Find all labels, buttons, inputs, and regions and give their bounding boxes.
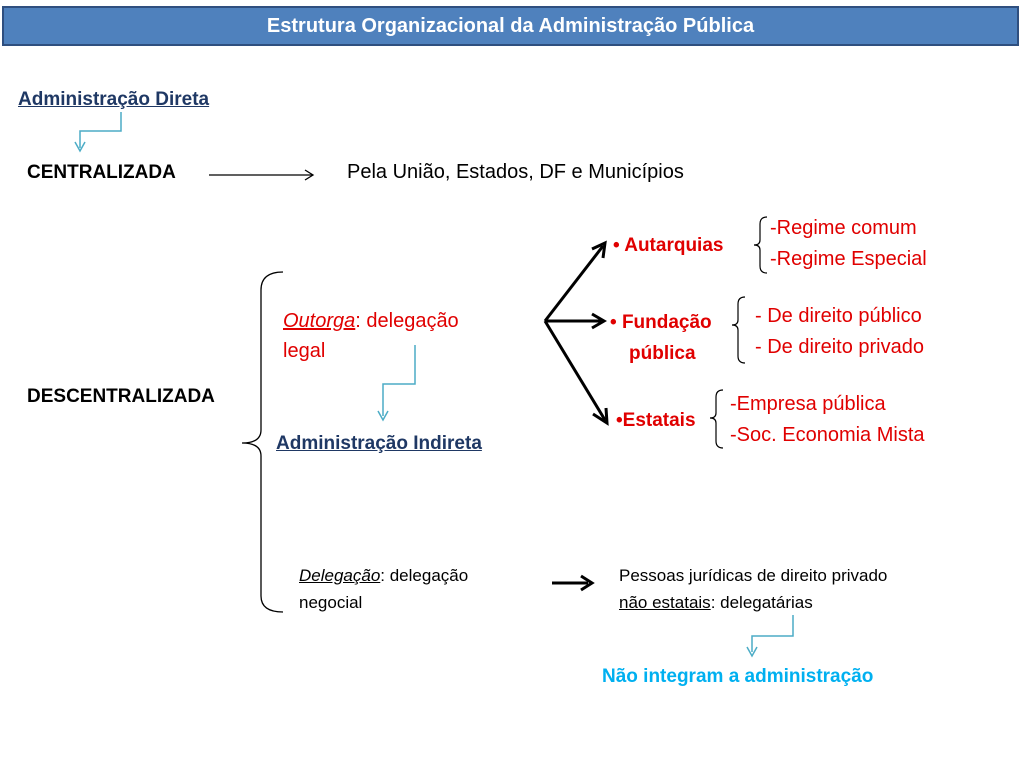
- delegatarias-text: [619, 562, 887, 616]
- centralizada-text: Pela União, Estados, DF e Municípios: [347, 161, 684, 183]
- delegatarias-line1: Pessoas jurídicas de direito privado: [619, 566, 888, 585]
- estatais-empresa-publica: -Empresa pública: [730, 393, 886, 415]
- direta-heading: Administração Direta: [18, 89, 210, 110]
- fundacao-direito-publico: - De direito público: [755, 305, 922, 327]
- delegatarias-connector: [752, 615, 793, 652]
- brace-autarquias: [754, 217, 767, 273]
- brace-estatais: [710, 390, 723, 448]
- descentralizada-label: DESCENTRALIZADA: [27, 386, 215, 407]
- fundacao-label-line1: Fundação: [621, 312, 712, 333]
- bullet: •: [613, 235, 620, 256]
- fundacao-label-line2: pública: [629, 343, 696, 364]
- autarquias-regime-comum: -Regime comum: [770, 217, 917, 239]
- autarquias-label: Autarquias: [624, 235, 724, 256]
- estatais-label: Estatais: [622, 410, 696, 431]
- delegatarias-line2-rest: : delegatárias: [710, 593, 813, 612]
- direta-connector: [80, 112, 121, 148]
- outorga-term: Outorga: [283, 310, 356, 332]
- bullet: •: [616, 410, 623, 431]
- autarquias-regime-especial: -Regime Especial: [770, 248, 927, 270]
- nao-estatais-term: não estatais: [619, 593, 711, 612]
- estatais-soc-economia-mista: -Soc. Economia Mista: [730, 424, 925, 446]
- nao-integram-text: Não integram a administração: [602, 666, 874, 687]
- bullet: •: [610, 312, 617, 333]
- centralizada-label: CENTRALIZADA: [27, 162, 176, 183]
- arrow-to-autarquias: [545, 246, 603, 321]
- delegacao-text: [299, 562, 468, 616]
- outorga-line2: legal: [283, 340, 326, 362]
- slide-title: Estrutura Organizacional da Administração Pública: [266, 14, 755, 37]
- outorga-line1-rest: : delegação: [355, 310, 459, 332]
- fundacao-item: [610, 307, 712, 369]
- outorga-text: [283, 306, 459, 366]
- fundacao-direito-privado: - De direito privado: [755, 336, 924, 358]
- delegacao-term: Delegação: [299, 566, 381, 585]
- autarquias-item: [613, 235, 723, 257]
- arrow-to-estatais: [545, 321, 605, 420]
- indireta-heading: Administração Indireta: [276, 433, 482, 454]
- delegacao-line1-rest: : delegação: [380, 566, 469, 585]
- estatais-item: [616, 410, 696, 432]
- brace-fundacao: [732, 297, 745, 363]
- delegacao-line2: negocial: [299, 593, 363, 612]
